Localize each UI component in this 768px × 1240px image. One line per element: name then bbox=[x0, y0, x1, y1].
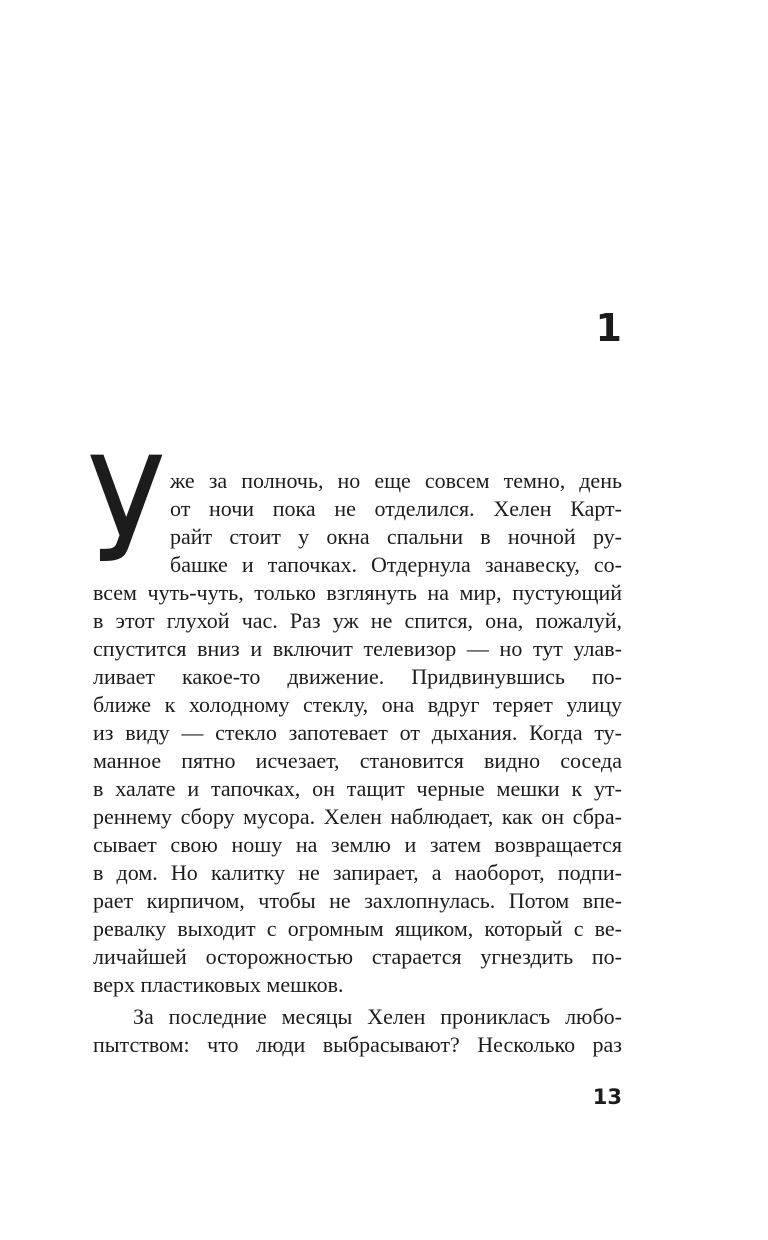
text-line: ревалку выходит с огромным ящиком, который с ве- bbox=[93, 916, 622, 941]
text-line: райт стоит у окна спальни в ночной ру- bbox=[170, 524, 622, 549]
text-line: в дом. Но калитку не запирает, а наоборот, подпи- bbox=[93, 860, 622, 885]
text-line: За последние месяцы Хелен проникласъ любо- bbox=[133, 1004, 622, 1029]
text-line: ливает какое-то движение. Придвинувшись по- bbox=[93, 664, 622, 689]
chapter-number: 1 bbox=[595, 306, 622, 350]
page-number: 13 bbox=[592, 1085, 622, 1109]
text-line: из виду — стекло запотевает от дыхания. Когда ту- bbox=[93, 720, 622, 745]
text-line: ближе к холодному стеклу, она вдруг теряет улицу bbox=[93, 692, 622, 717]
text-line: манное пятно исчезает, становится видно соседа bbox=[93, 748, 622, 773]
drop-cap: У bbox=[88, 426, 165, 596]
text-line: в этот глухой час. Раз уж не спится, она, пожалуй, bbox=[93, 608, 622, 633]
text-line: от ночи пока не отделился. Хелен Карт- bbox=[170, 496, 622, 521]
text-line: верх пластиковых мешков. bbox=[93, 972, 344, 997]
text-line: рает кирпичом, чтобы не захлопнулась. Потом впе- bbox=[93, 888, 622, 913]
text-line: личайшей осторожностью старается угнездить по- bbox=[93, 944, 622, 969]
text-line: пытством: что люди выбрасывают? Несколько раз bbox=[93, 1032, 622, 1057]
text-line: сывает свою ношу на землю и затем возвращается bbox=[93, 832, 622, 857]
text-line: в халате и тапочках, он тащит черные мешки к ут- bbox=[93, 776, 622, 801]
text-line: всем чуть-чуть, только взглянуть на мир, пустующий bbox=[93, 580, 622, 605]
text-line: реннему сбору мусора. Хелен наблюдает, как он сбра- bbox=[93, 804, 622, 829]
text-line: же за полночь, но еще совсем темно, день bbox=[170, 468, 622, 493]
text-line: башке и тапочках. Отдернула занавеску, со- bbox=[170, 552, 622, 577]
text-line: спустится вниз и включит телевизор — но тут улав- bbox=[93, 636, 622, 661]
